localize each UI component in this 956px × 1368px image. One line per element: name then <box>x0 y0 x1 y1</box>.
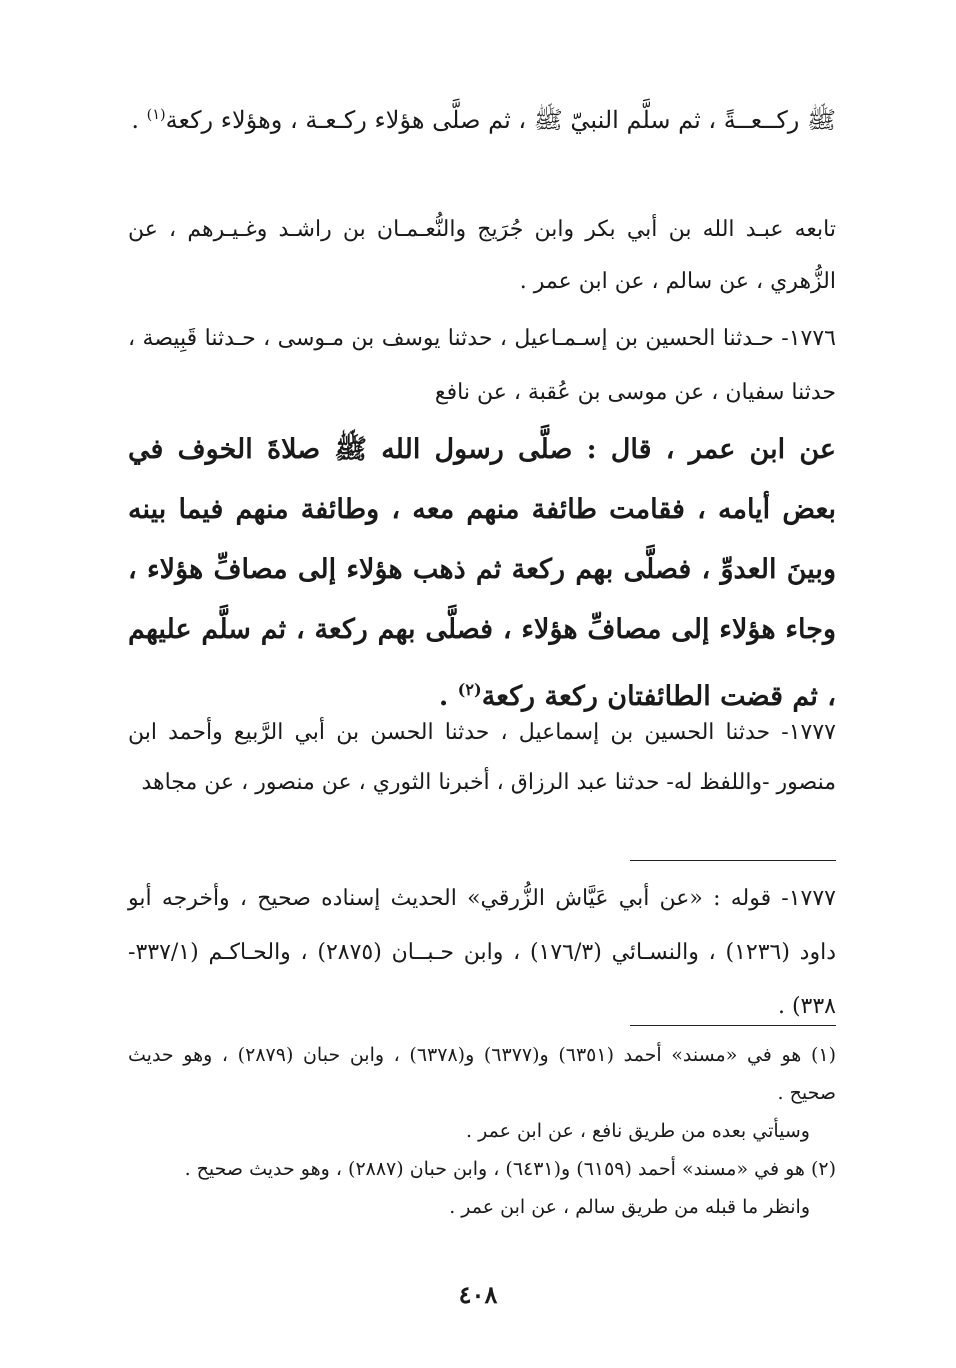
footnote-ref-2[interactable]: (٢) <box>457 680 482 699</box>
paragraph-isnad-1777: ١٧٧٧- حدثنا الحسين بن إسماعيل ، حدثنا الحسن بن أبي الرَّبيع وأحمد ابن منصور -واللفظ له- حدثنا عبد الرزاق ، أخبرنا الثوري ، عن منصور ، عن مجاهد <box>128 720 836 795</box>
paragraph-isnad-1776: ١٧٧٦- حـدثنا الحسين بن إسـمـاعيل ، حدثنا يوسف بن مـوسى ، حـدثنا قَبِيصة ، حدثنا سفيان ، عن موسى بن عُقبة ، عن نافع <box>128 326 836 405</box>
footnote-2 <box>128 1150 836 1226</box>
footnote-1 <box>128 1036 836 1150</box>
commentary-note: ١٧٧٧- قوله : «عن أبي عَيَّاش الزُّرقي» الحديث إسناده صحيح ، وأخرجه أبو داود (١٢٣٦) ، والنسـائي (١٧٦/٣) ، وابن حـبــان (٢٨٧٥) ، والحـاكـم (٣٣٧/١- ٣٣٨) . <box>128 886 836 1019</box>
commentary-divider <box>630 860 836 861</box>
paragraph-text: ﷺ ركــعــةً ، ثم سلَّم النبيّ ﷺ ، ثم صلَّى هؤلاء ركـعـة ، وهؤلاء ركعة <box>165 106 836 134</box>
paragraph-text: عن ابن عمر ، قال : صلَّى رسول الله ﷺ صلاةَ الخوف في بعض أيامه ، فقامت طائفة منهم معه ، وطائفة منهم فيما بينه وبينَ العدوِّ ، فصلَّى بهم ركعة ثم ذهب هؤلاء إلى مصافِّ هؤلاء ، وجاء هؤلاء إلى مصافِّ هؤلاء ، فصلَّى بهم ركعة ، ثم سلَّم عليهم ، ثم قضت الطائفتان ركعة ركعة <box>128 434 836 712</box>
paragraph-end: . <box>131 106 147 134</box>
footnote-text: (١) هو في «مسند» أحمد (٦٣٥١) و(٦٣٧٧) و(٦٣٧٨) ، وابن حبان (٢٨٧٩) ، وهو حديث صحيح . <box>128 1044 837 1104</box>
footnotes-block <box>128 1036 836 1226</box>
paragraph-hadith-end <box>128 88 836 148</box>
paragraph-end: . <box>438 681 458 712</box>
footnote-extra: وسيأتي بعده من طريق نافع ، عن ابن عمر . <box>466 1120 810 1142</box>
paragraph-mutaba: تابعه عبـد الله بن أبي بكر وابن جُرَيج والنُّعـمـان بن راشـد وغـيـرهم ، عن الزُّهري ، عن سالم ، عن ابن عمر . <box>128 217 836 294</box>
paragraph-matn-1776 <box>128 420 836 727</box>
footnote-text: (٢) هو في «مسند» أحمد (٦١٥٩) و(٦٤٣١) ، وابن حبان (٢٨٨٧) ، وهو حديث صحيح . <box>184 1158 836 1180</box>
page-number: ٤٠٨ <box>458 1280 498 1309</box>
footnote-extra: وانظر ما قبله من طريق سالم ، عن ابن عمر . <box>449 1196 810 1218</box>
footnotes-divider <box>630 1025 836 1026</box>
footnote-ref-1[interactable]: (١) <box>146 107 166 123</box>
